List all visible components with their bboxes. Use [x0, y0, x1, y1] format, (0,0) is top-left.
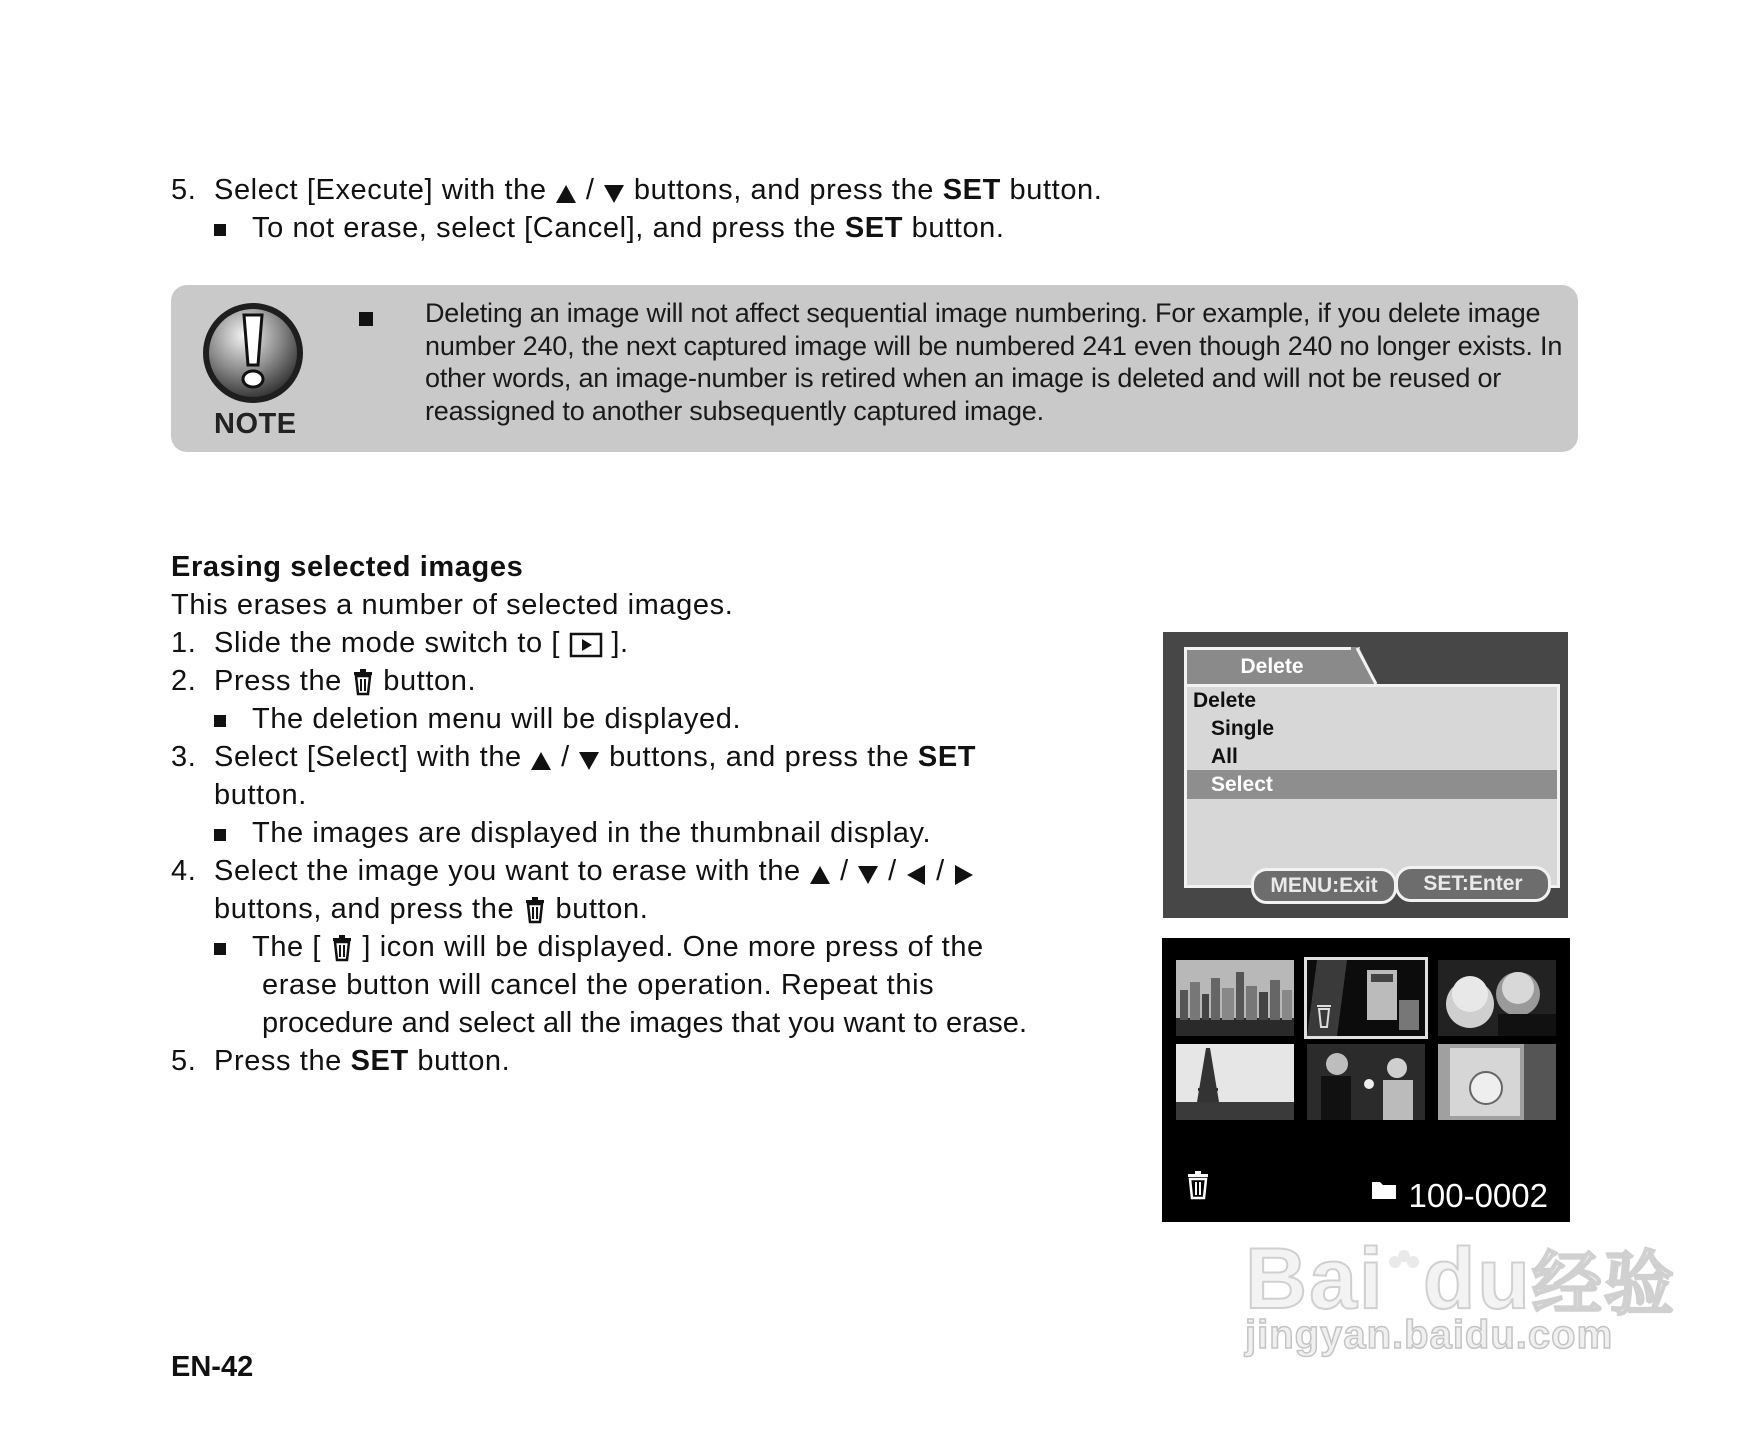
step-5-line: 5. Select [Execute] with the / buttons, and press the SET button. — [171, 171, 1102, 215]
step-5: 5. Press the SET button. — [171, 1045, 511, 1077]
step-4-bullet: The [ ] icon will be displayed. One more press of the — [214, 928, 984, 972]
step-4: 4. Select the image you want to erase with the / / / — [171, 852, 975, 896]
step-number: 5. — [171, 174, 197, 206]
playback-mode-icon — [569, 630, 603, 668]
note-text: Deleting an image will not affect sequential image numbering. For example, if you delete image number 240, the next captured image will be numbered 241 even though 240 no longer exists. In other words, an image-number is retired when an image is deleted and will not be reused or reassigned to another subsequently captured image. — [425, 298, 1563, 426]
bullet-square — [359, 312, 373, 326]
folder-icon — [1371, 1178, 1397, 1205]
step-2-bullet: The deletion menu will be displayed. — [214, 700, 741, 738]
note-label: NOTE — [214, 408, 297, 440]
triangle-up-icon — [809, 858, 831, 896]
trash-icon — [1185, 1170, 1211, 1205]
thumbnail-display — [1162, 938, 1570, 1222]
step-4-bullet-line2: erase button will cancel the operation. Repeat this — [262, 969, 935, 1001]
warning-icon — [201, 301, 305, 410]
step-4-continued: buttons, and press the button. — [214, 890, 648, 934]
menu-item-all[interactable]: All — [1211, 745, 1238, 768]
bullet-square — [214, 224, 226, 236]
step-3: 3. Select [Select] with the / buttons, and press the SET — [171, 738, 976, 782]
step-3-continued: button. — [214, 779, 307, 811]
section-heading: Erasing selected images — [171, 551, 524, 583]
thumbnail-store-display[interactable] — [1438, 1044, 1556, 1120]
triangle-down-icon — [857, 858, 879, 896]
step-5-bullet: To not erase, select [Cancel], and press the SET button. — [214, 209, 1005, 247]
bullet-square — [214, 715, 226, 727]
paw-icon — [1385, 1210, 1423, 1309]
watermark-url: jingyan.baidu.com — [1245, 1313, 1614, 1357]
step-4-bullet-line3: procedure and select all the images that you want to erase. — [262, 1007, 1028, 1039]
bullet-square — [214, 943, 226, 955]
menu-item-select[interactable]: Select — [1211, 773, 1273, 796]
set-enter-button[interactable]: SET:Enter — [1395, 866, 1551, 902]
menu-title: Delete — [1193, 689, 1257, 712]
triangle-up-icon — [530, 744, 552, 782]
lcd-delete-menu — [1163, 632, 1568, 918]
watermark-brand: Bai du经验 — [1245, 1210, 1676, 1329]
thumbnail-couple[interactable] — [1307, 1044, 1425, 1120]
thumbnail-eiffel-tower[interactable] — [1176, 1044, 1294, 1120]
triangle-left-icon — [905, 858, 927, 896]
step-3-bullet: The images are displayed in the thumbnail display. — [214, 814, 931, 852]
thumbnail-family-portrait[interactable] — [1438, 960, 1556, 1036]
thumbnail-selection-frame — [1304, 957, 1428, 1039]
section-intro: This erases a number of selected images. — [171, 589, 734, 621]
triangle-down-icon — [578, 744, 600, 782]
folder-file-number: 100-0002 — [1408, 1177, 1548, 1214]
bullet-square — [214, 829, 226, 841]
menu-tab-delete[interactable]: Delete — [1184, 647, 1360, 684]
step-1: 1. Slide the mode switch to [ ]. — [171, 624, 629, 668]
thumbnail-city-skyline[interactable] — [1176, 960, 1294, 1036]
menu-panel — [1184, 684, 1560, 888]
step-2: 2. Press the button. — [171, 662, 476, 706]
menu-exit-button[interactable]: MENU:Exit — [1251, 868, 1397, 904]
triangle-right-icon — [953, 858, 975, 896]
page-number: EN-42 — [171, 1351, 254, 1383]
menu-item-single[interactable]: Single — [1211, 717, 1275, 740]
